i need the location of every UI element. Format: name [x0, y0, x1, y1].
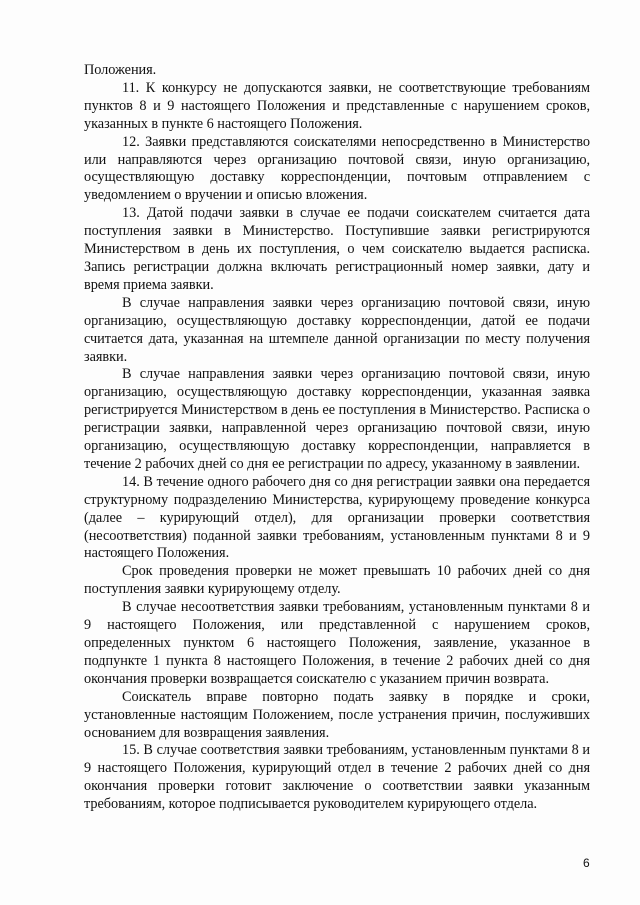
paragraph-14-resubmission: Соискатель вправе повторно подать заявку в порядке и сроки, установленные настоящим Положением, после устранения причин, послуживших основанием для возвращения заявления. [84, 688, 590, 741]
paragraph-14-check-period: Срок проведения проверки не может превышать 10 рабочих дней со дня поступления заявки курирующему отделу. [84, 563, 590, 598]
paragraph-14: 14. В течение одного рабочего дня со дня регистрации заявки она передается структурному подразделению Министерства, курирующему проведение конкурса (далее – курирующий отдел), для организации проверки соответствия (несоответствия) поданной заявки требованиям, установленным пунктами 8 и 9 настоящего Положения. [84, 473, 590, 562]
page-number: 6 [583, 856, 590, 870]
paragraph-13-postal-date: В случае направления заявки через организацию почтовой связи, иную организацию, осуществляющую доставку корреспонденции, датой ее подачи считается дата, указанная на штемпеле данной организации по месту получения заявки. [84, 294, 590, 365]
document-body [84, 62, 590, 814]
paragraph-11: 11. К конкурсу не допускаются заявки, не соответствующие требованиям пунктов 8 и 9 настоящего Положения и представленные с нарушением сроков, указанных в пункте 6 настоящего Положения. [84, 79, 590, 132]
paragraph-continuation: Положения. [84, 62, 157, 78]
paragraph-12: 12. Заявки представляются соискателями непосредственно в Министерство или направляются через организацию почтовой связи, иную организацию, осуществляющую доставку корреспонденции, почтовым отправлением с уведомлением о вручении и описью вложения. [84, 133, 590, 204]
paragraph-13: 13. Датой подачи заявки в случае ее подачи соискателем считается дата поступления заявки в Министерство. Поступившие заявки регистрируются Министерством в день их поступления, о чем соискателю выдается расписка. Запись регистрации должна включать регистрационный номер заявки, дату и время приема заявки. [84, 205, 590, 293]
paragraph-14-nonconformity: В случае несоответствия заявки требованиям, установленным пунктами 8 и 9 настоящего Положения, или представленной с нарушением сроков, определенных пунктом 6 настоящего Положения, заявление, указанное в подпункте 1 пункта 8 настоящего Положения, в течение 2 рабочих дней со дня окончания проверки возвращается соискателю с указанием причин возврата. [84, 599, 590, 687]
paragraph-15: 15. В случае соответствия заявки требованиям, установленным пунктами 8 и 9 настоящего Положения, курирующий отдел в течение 2 рабочих дней со дня окончания проверки готовит заключение о соответствии заявки указанным требованиям, которое подписывается руководителем курирующего отдела. [84, 742, 590, 813]
paragraph-13-postal-registration: В случае направления заявки через организацию почтовой связи, иную организацию, осуществляющую доставку корреспонденции, указанная заявка регистрируется Министерством в день ее поступления в Министерство. Расписка о регистрации заявки, направленной через организацию почтовой связи, иную организацию, осуществляющую доставку корреспонденции, направляется в течение 2 рабочих дней со дня ее регистрации по адресу, указанному в заявлении. [84, 366, 590, 472]
